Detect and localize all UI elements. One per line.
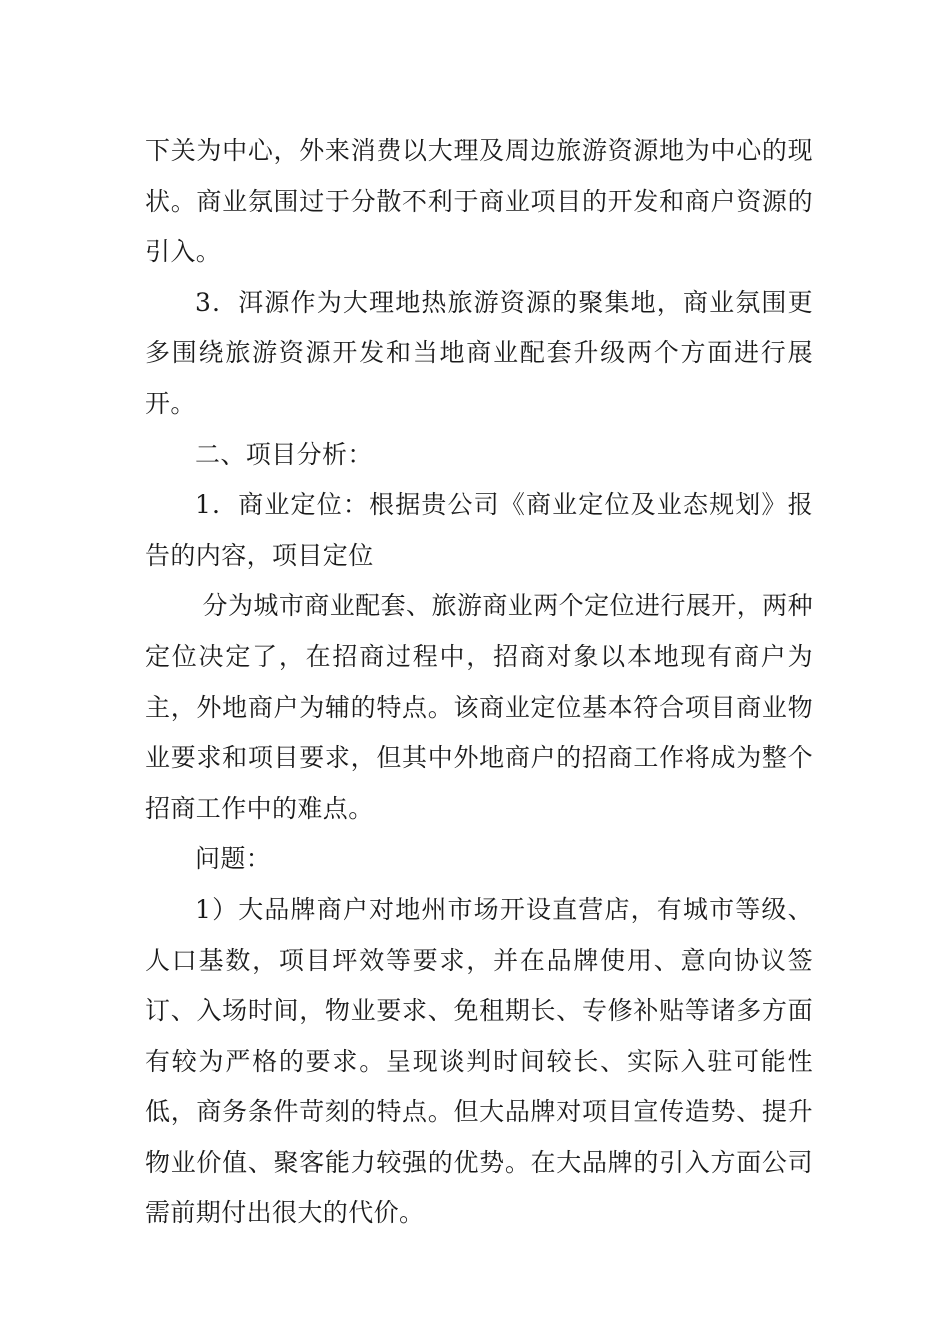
paragraph-positioning-detail: 分为城市商业配套、旅游商业两个定位进行展开，两种定位决定了，在招商过程中，招商对象以本地现有商户为主，外地商户为辅的特点。该商业定位基本符合项目商业物业要求和项目要求，但其中外地商户的招商工作将成为整个招商工作中的难点。	[145, 591, 813, 823]
heading-problems: 问题：	[195, 844, 272, 874]
document-body	[145, 126, 813, 1239]
paragraph-continuation: 下关为中心，外来消费以大理及周边旅游资源地为中心的现状。商业氛围过于分散不利于商业项目的开发和商户资源的引入。	[145, 136, 813, 267]
paragraph-commercial-positioning: 1．商业定位：根据贵公司《商业定位及业态规划》报告的内容，项目定位	[145, 490, 813, 570]
paragraph-problem-1: 1）大品牌商户对地州市场开设直营店，有城市等级、人口基数，项目坪效等要求，并在品牌使用、意向协议签订、入场时间，物业要求、免租期长、专修补贴等诸多方面有较为严格的要求。呈现谈判时间较长、实际入驻可能性低，商务条件苛刻的特点。但大品牌对项目宣传造势、提升物业价值、聚客能力较强的优势。在大品牌的引入方面公司需前期付出很大的代价。	[145, 894, 813, 1228]
section-heading-project-analysis: 二、项目分析：	[195, 439, 373, 469]
paragraph-item-3: 3．洱源作为大理地热旅游资源的聚集地，商业氛围更多围绕旅游资源开发和当地商业配套升级两个方面进行展开。	[145, 287, 813, 418]
